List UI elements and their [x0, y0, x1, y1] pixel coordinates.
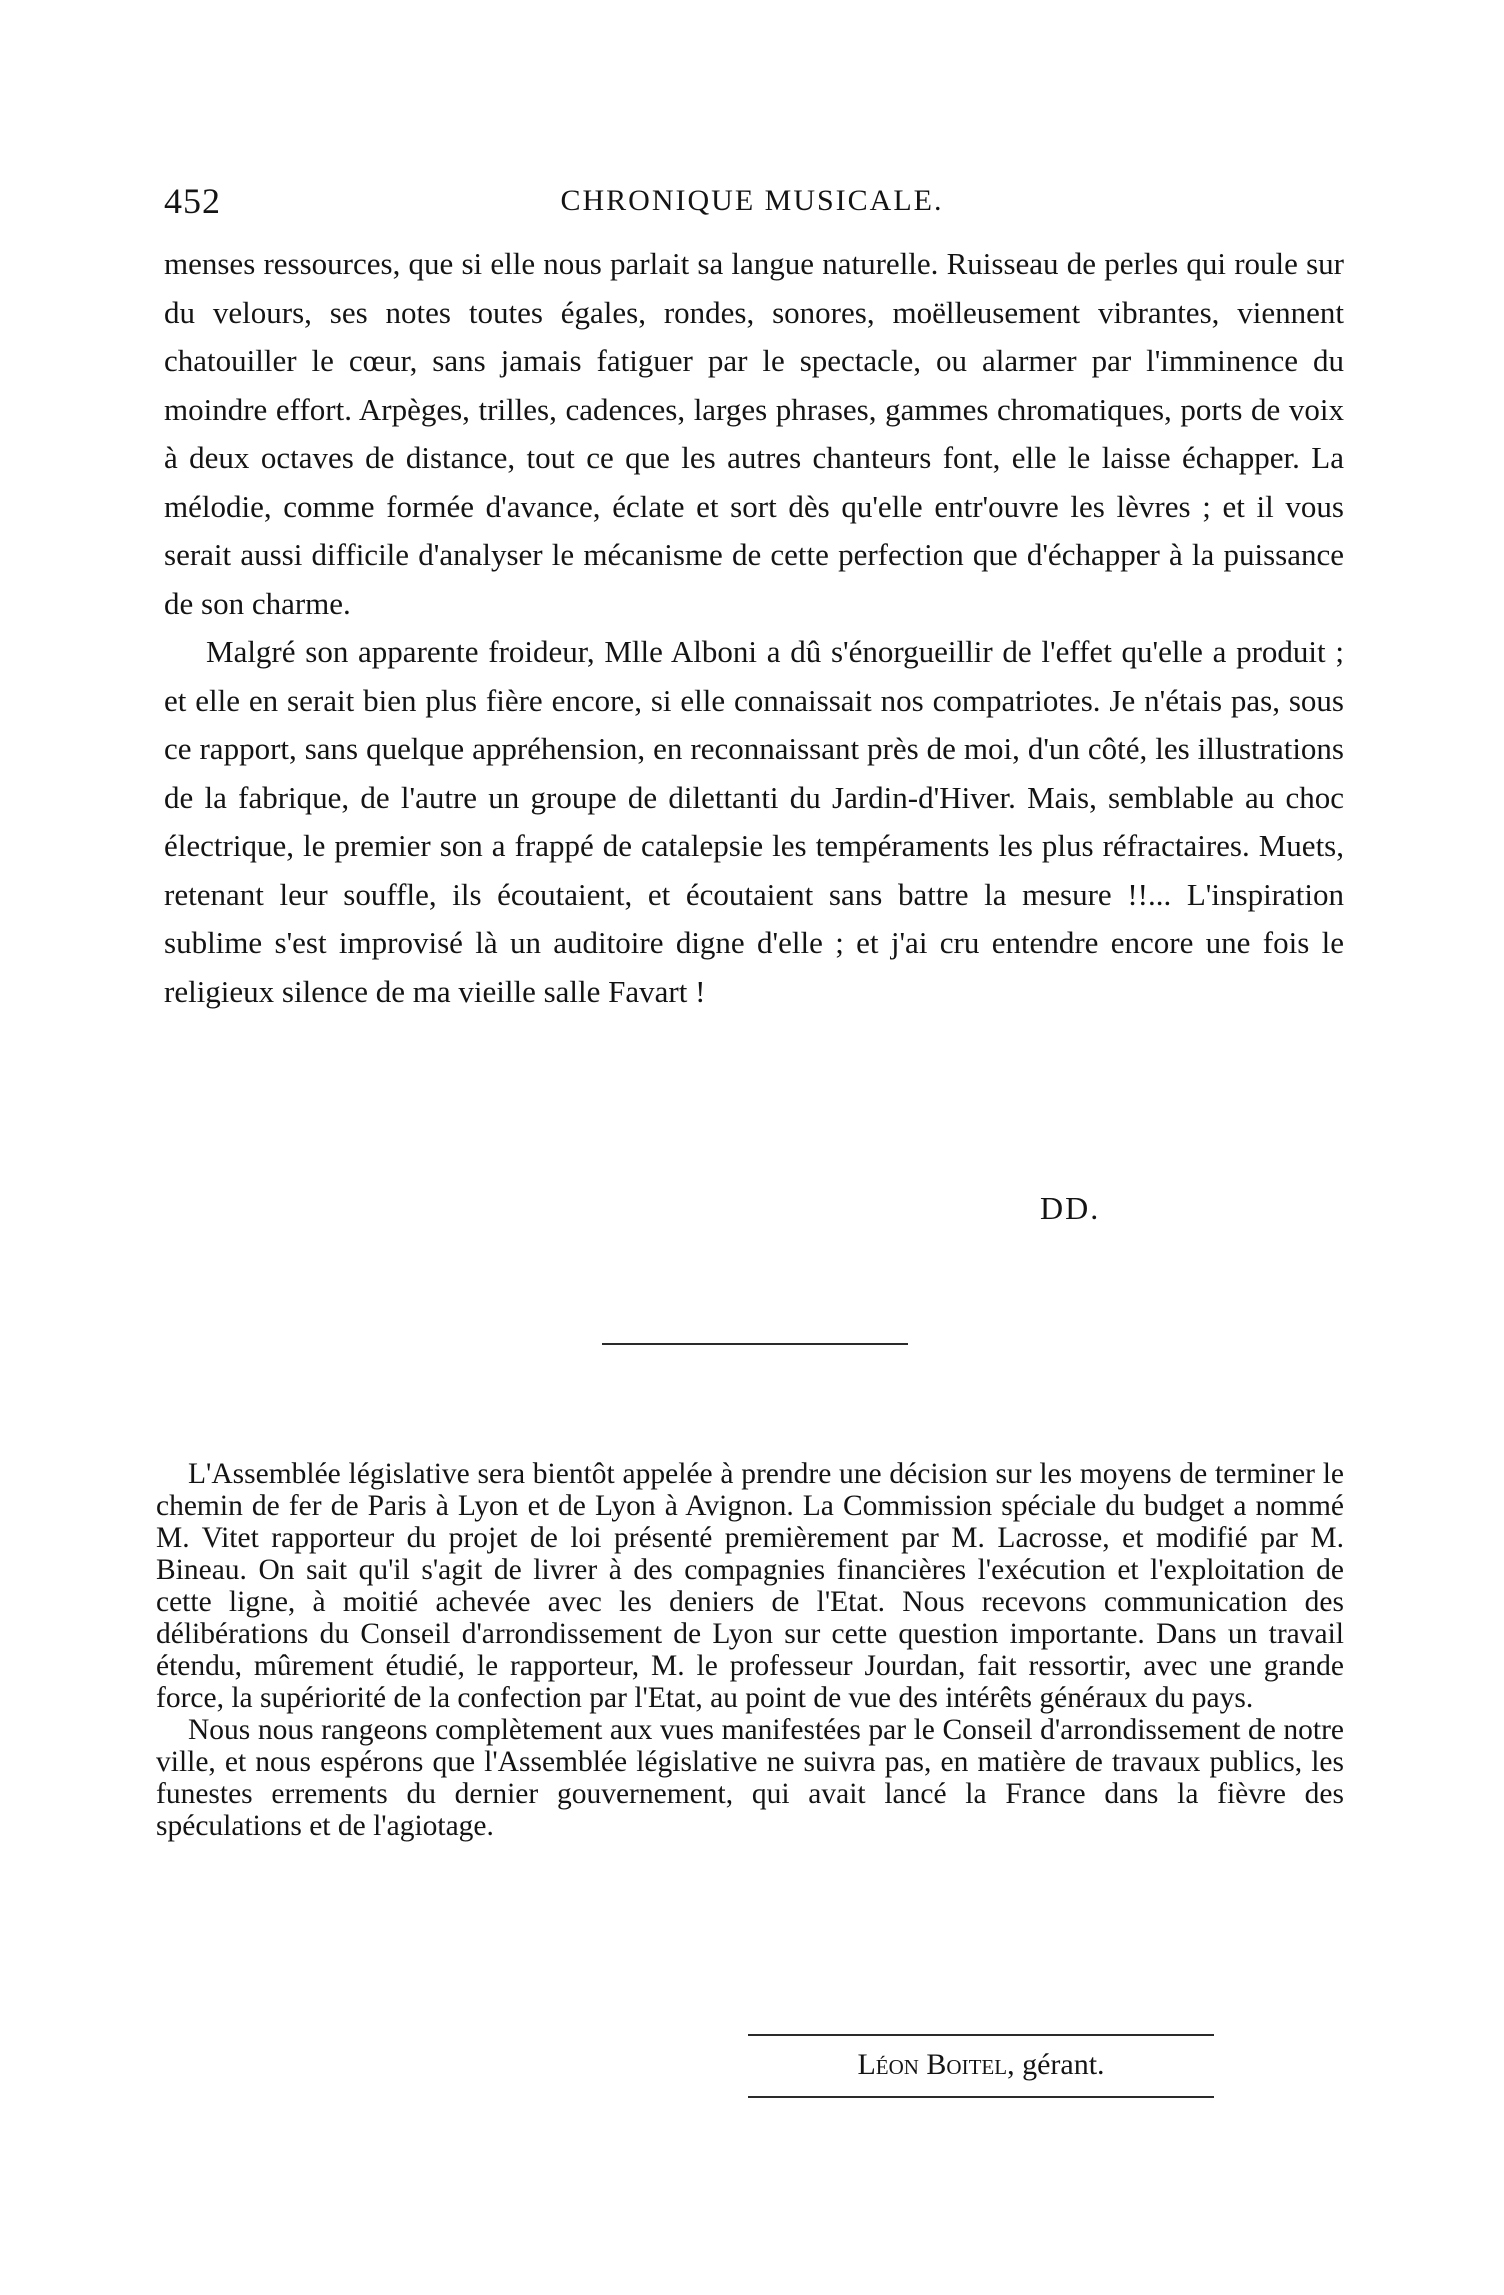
footer-rule-bottom	[748, 2096, 1214, 2098]
article-body	[164, 240, 1344, 1016]
publisher-signature	[748, 2048, 1214, 2082]
notice-paragraph-2: Nous nous rangeons complètement aux vues manifestées par le Conseil d'arrondissement de notre ville, et nous espérons que l'Assemblée législative ne suivra pas, en matière de travaux publics, les funestes errements du dernier gouvernement, qui avait lancé la France dans la fièvre des spéculations et de l'agiotage.	[156, 1714, 1344, 1842]
footer-rule-top	[748, 2034, 1214, 2036]
railway-notice	[156, 1458, 1344, 1842]
section-divider	[602, 1343, 908, 1345]
publisher-role: , gérant.	[1007, 2048, 1105, 2081]
notice-paragraph-1: L'Assemblée législative sera bientôt appelée à prendre une décision sur les moyens de terminer le chemin de fer de Paris à Lyon et de Lyon à Avignon. La Commission spéciale du budget a nommé M. Vitet rapporteur du projet de loi présenté premièrement par M. Lacrosse, et modifié par M. Bineau. On sait qu'il s'agit de livrer à des compagnies financières l'exécution et l'exploitation de cette ligne, à moitié achevée avec les deniers de l'Etat. Nous recevons communication des délibérations du Conseil d'arrondissement de Lyon sur cette question importante. Dans un travail étendu, mûrement étudié, le rapporteur, M. le professeur Jourdan, fait ressortir, avec une grande force, la supériorité de la confection par l'Etat, au point de vue des intérêts généraux du pays.	[156, 1458, 1344, 1714]
article-paragraph-1: menses ressources, que si elle nous parlait sa langue naturelle. Ruisseau de perles qui roule sur du velours, ses notes toutes égales, rondes, sonores, moëlleusement vibrantes, viennent chatouiller le cœur, sans jamais fatiguer par le spectacle, ou alarmer par l'imminence du moindre effort. Arpèges, trilles, cadences, larges phrases, gammes chromatiques, ports de voix à deux octaves de distance, tout ce que les autres chanteurs font, elle le laisse échapper. La mélodie, comme formée d'avance, éclate et sort dès qu'elle entr'ouvre les lèvres ; et il vous serait aussi difficile d'analyser le mécanisme de cette perfection que d'échapper à la puissance de son charme.	[164, 246, 1344, 621]
article-signature: DD.	[1040, 1190, 1101, 1226]
page-number: 452	[164, 181, 221, 221]
running-title: CHRONIQUE MUSICALE.	[560, 184, 944, 217]
publisher-name: Léon Boitel	[857, 2048, 1008, 2081]
article-paragraph-2: Malgré son apparente froideur, Mlle Alboni a dû s'énorgueillir de l'effet qu'elle a produit ; et elle en serait bien plus fière encore, si elle connaissait nos compatriotes. Je n'étais pas, sous ce rapport, sans quelque appréhension, en reconnaissant près de moi, d'un côté, les illustrations de la fabrique, de l'autre un groupe de dilettanti du Jardin-d'Hiver. Mais, semblable au choc électrique, le premier son a frappé de catalepsie les tempéraments les plus réfractaires. Muets, retenant leur souffle, ils écoutaient, et écoutaient sans battre la mesure !!... L'inspiration sublime s'est improvisé là un auditoire digne d'elle ; et j'ai cru entendre encore une fois le religieux silence de ma vieille salle Favart !	[164, 634, 1344, 1009]
